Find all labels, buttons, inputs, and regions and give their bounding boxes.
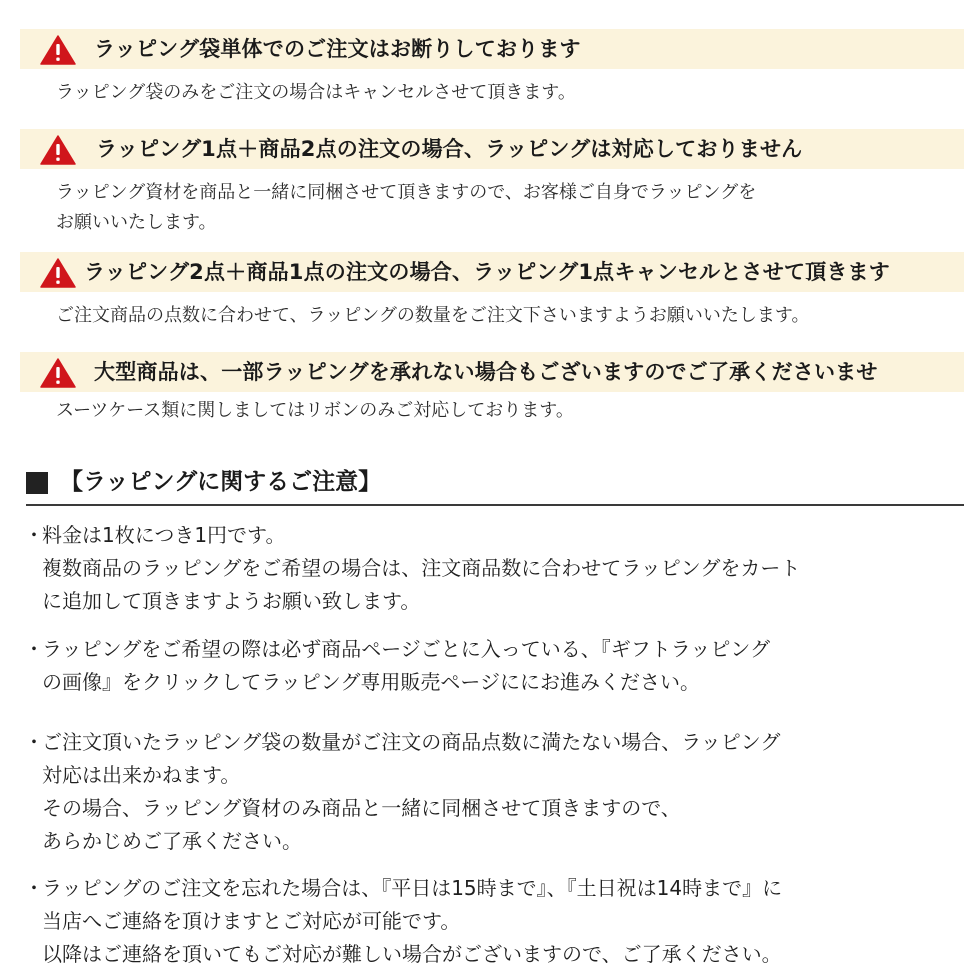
warning-block-2	[20, 129, 964, 238]
warning-triangle-icon	[40, 135, 76, 165]
warning-header	[20, 129, 964, 169]
section-heading	[26, 462, 964, 506]
note-item-4	[24, 872, 964, 971]
warning-title: ラッピング1点＋商品2点の注文の場合、ラッピングは対応しておりません	[96, 137, 803, 161]
bullet: ・	[24, 637, 44, 661]
bullet: ・	[24, 523, 44, 547]
note-item-3	[24, 726, 964, 858]
warning-title: 大型商品は、一部ラッピングを承れない場合もございますのでご了承くださいませ	[94, 360, 878, 384]
warning-triangle-icon	[40, 258, 76, 288]
warning-block-4	[20, 352, 964, 426]
warning-header	[20, 352, 964, 392]
warning-title: ラッピング2点＋商品1点の注文の場合、ラッピング1点キャンセルとさせて頂きます	[84, 260, 890, 284]
note-text: 料金は1枚につき1円です。 複数商品のラッピングをご希望の場合は、注文商品数に合わせてラッピングをカート に追加して頂きますようお願い致します。	[42, 523, 801, 613]
warning-body: ラッピング袋のみをご注文の場合はキャンセルさせて頂きます。	[56, 82, 576, 103]
section-heading-text: 【ラッピングに関するご注意】	[60, 469, 382, 495]
black-square-icon	[26, 472, 48, 494]
warning-block-1	[20, 29, 964, 108]
warning-block-3	[20, 252, 964, 331]
note-text: ご注文頂いたラッピング袋の数量がご注文の商品点数に満たない場合、ラッピング 対応は出来かねます。 その場合、ラッピング資材のみ商品と一緒に同梱させて頂きますので、 あらかじめご了承ください。	[42, 730, 781, 853]
bullet: ・	[24, 730, 44, 754]
note-item-2	[24, 633, 964, 699]
warning-body: ラッピング資材を商品と一緒に同梱させて頂きますので、お客様ご自身でラッピングを お願いいたします。	[56, 182, 757, 233]
warning-title: ラッピング袋単体でのご注文はお断りしております	[94, 37, 581, 61]
note-text: ラッピングをご希望の際は必ず商品ページごとに入っている、『ギフトラッピング の画像』をクリックしてラッピング専用販売ページににお進みください。	[42, 637, 770, 694]
note-text: ラッピングのご注文を忘れた場合は、『平日は15時まで』、『土日祝は14時まで』に 当店へご連絡を頂けますとご対応が可能です。 以降はご連絡を頂いてもご対応が難しい場合がございますので、ご了承ください。	[42, 876, 783, 966]
warning-triangle-icon	[40, 35, 76, 65]
warning-header	[20, 252, 964, 292]
warning-header	[20, 29, 964, 69]
bullet: ・	[24, 876, 44, 900]
warning-body: スーツケース類に関しましてはリボンのみご対応しております。	[56, 400, 574, 421]
warning-body: ご注文商品の点数に合わせて、ラッピングの数量をご注文下さいますようお願いいたします。	[56, 305, 810, 326]
warning-triangle-icon	[40, 358, 76, 388]
note-item-1	[24, 519, 964, 618]
